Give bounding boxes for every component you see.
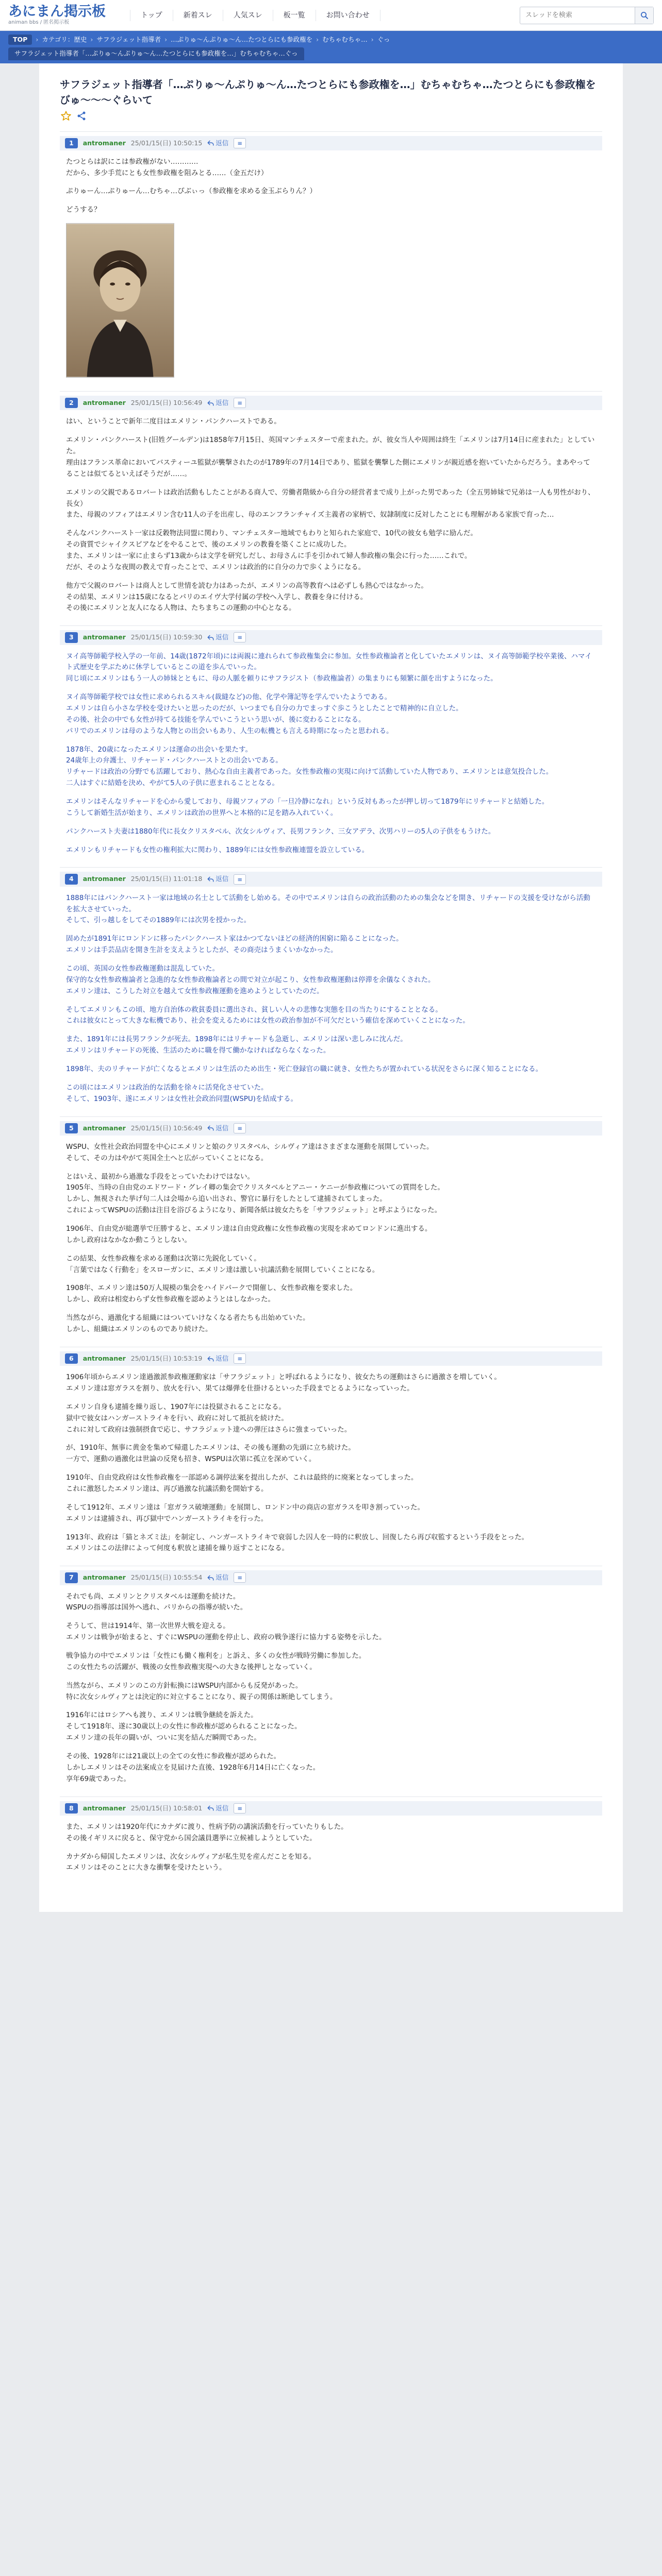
post-line: 当然ながら、エメリンのこの方針転換にはWSPU内部からも反発があった。 [66,1681,303,1690]
post-line: エメリンは戦争が始まると、すぐにWSPUの運動を停止し、政府の戦争遂行に協力する姿勢を示した。 [66,1633,386,1642]
post-line: 1906年、自由党が総選挙で圧勝すると、エメリン達は自由党政権に女性参政権の実現を求めてロンドンに進出する。 [66,1225,432,1233]
post-author: antromaner [82,399,126,407]
post-number[interactable]: 6 [65,1353,78,1364]
post-number[interactable]: 4 [65,874,78,884]
post-line: 一方で、運動の過激化は世論の反発も招き、WSPUは次第に孤立を深めていく。 [66,1455,316,1464]
post-author: antromaner [82,139,126,147]
post-line: そうして、世は1914年、第一次世界大戦を迎える。 [66,1622,230,1631]
post-paragraph [66,1142,596,1164]
post-line: 1913年、政府は「猫とネズミ法」を制定し、ハンガーストライキで衰弱した囚人を一時的に釈放し、回復したら再び収監するという手段をとった。 [66,1533,529,1541]
reply-button[interactable] [207,398,228,408]
post [60,625,602,858]
post-header [60,136,602,150]
post-line: その後にエメリンと友人になる人物は、たちまちこの運動の中心となる。 [66,604,296,613]
logo-title: あにまん掲示板 [8,4,106,20]
favorite-button[interactable] [60,110,72,122]
post-paragraph [66,1621,596,1643]
post-author: antromaner [82,875,126,883]
post-header [60,1801,602,1816]
post-header [60,396,602,410]
post-author: antromaner [82,1354,126,1362]
chevron-right-icon: › [90,36,93,43]
post-line: また、エメリンは1920年代にカナダに渡り、性病予防の講演活動を行っていたりもした。 [66,1822,348,1831]
post-header [60,1570,602,1585]
reply-icon [207,1574,214,1581]
post-line: 1888年にはパンクハースト一家は地域の名士として活動をし始める。その中でエメリンは自らの政治活動のための集会などを開き、リチャードの支援を受けながら活動を拡大させていった。 [66,893,590,913]
post-line: これに激怒したエメリン達は、再び過激な抗議活動を開始する。 [66,1485,268,1494]
reply-button[interactable] [207,1353,228,1364]
post-header [60,1121,602,1136]
post-date: 25/01/15(日) 10:59:30 [130,633,203,641]
post-paragraph [66,435,596,480]
chevron-right-icon: › [316,36,319,43]
post-header [60,630,602,645]
post-line: とはいえ、最初から過激な手段をとっていたわけではない。 [66,1172,255,1181]
post-line: ヌイ高等師範学校入学の一年前、14歳(1872年頃)には両親に連れられて参政権集会に参加。女性参政権論者と化していたエメリンは、ヌイ高等師範学校卒業後、ハマイト式歴史を学ぶために休学しているとこの道を歩んでいった。 [66,652,592,672]
reply-label: 返信 [216,1124,229,1132]
nav-item-popular[interactable]: 人気スレ [223,10,273,21]
post-line: カナダから帰国したエメリンは、次女シルヴィアが私生児を産んだことを知る。 [66,1852,316,1861]
breadcrumb-thread-part3[interactable]: むちゃむちゃ… [322,36,368,43]
nav-item-contact[interactable]: お問い合わせ [316,10,380,21]
post-date: 25/01/15(日) 10:56:49 [130,399,203,407]
post-body [60,1136,602,1337]
post-body [60,150,602,382]
post-paragraph [66,744,596,789]
post-number[interactable]: 5 [65,1123,78,1133]
post-line: そして、引っ越しをしてその1889年には次男を授かった。 [66,916,251,925]
post [60,867,602,1107]
reply-button[interactable] [207,1572,228,1583]
breadcrumb-thread-part1[interactable]: サフラジェット指導者 [96,36,161,43]
post-line: しかし、組織はエメリンのものであり続けた。 [66,1325,212,1334]
post-header [60,1351,602,1366]
reply-button[interactable] [207,1123,228,1133]
post-paragraph [66,1502,596,1525]
post-line: エメリン自身も逮捕を繰り返し、1907年には投獄されることになる。 [66,1402,286,1411]
breadcrumb-bar [0,31,662,63]
post-line: その結果、エメリンは15歳になるとパリのエイヴ大学付属の学校へ入学し、教養を身に付ける。 [66,592,368,601]
breadcrumb-top[interactable]: TOP [8,35,32,45]
post-line: 二人はすぐに結婚を決め、やがて5人の子供に恵まれることとなる。 [66,779,279,788]
post-line: しかしエメリンはその法案成立を見届けた直後、1928年6月14日に亡くなった。 [66,1763,320,1772]
post-body [60,645,602,858]
post-body [60,1585,602,1787]
post-line: こうして新婚生活が始まり、エメリンは政治の世界へと本格的に足を踏み入れていく。 [66,808,338,817]
reply-label: 返信 [216,875,229,883]
breadcrumb [8,35,654,45]
post [60,1566,602,1787]
search-button[interactable] [635,7,653,24]
breadcrumb-category[interactable]: カテゴリ：歴史 [42,36,87,43]
reply-label: 返信 [216,633,229,641]
post-line: 1905年、当時の自由党のエドワード・グレイ卿の集会でクリスタベルとアニー・ケニーが参政権についての質問をした。 [66,1183,444,1192]
post-line: そして、1903年、遂にエメリンは女性社会政治同盟(WSPU)を結成する。 [66,1094,298,1103]
post-paragraph [66,1443,596,1465]
post-paragraph [66,1710,596,1744]
post-line: が、1910年、無事に黄金を集めて帰還したエメリンは、その後も運動の先頭に立ち続けた。 [66,1444,355,1452]
post-paragraph [66,826,596,838]
post-line: エメリンの父親であるロバートは政治活動もしたことがある商人で、労働者階級から自分の経営者まで成り上がった男であった（全五男姉妹で兄弟は一人も男性がおり、長女） [66,488,595,508]
reply-icon [207,634,214,641]
post-line: 他方で父親のロバートは商人として世情を読む力はあったが、エメリンの高等教育へは必ずしも熱心ではなかった。 [66,581,428,590]
reply-button[interactable] [207,632,228,642]
reply-icon [207,140,214,146]
post-line: エメリンはこの法律によって何度も釈放と逮捕を繰り返すことになる。 [66,1544,289,1553]
post-paragraph [66,205,596,216]
post-paragraph [66,528,596,573]
reply-icon [207,1125,214,1131]
reply-label: 返信 [216,399,229,407]
star-icon [60,110,72,122]
post-paragraph [66,1591,596,1614]
post-paragraph [66,1172,596,1216]
post-number[interactable]: 7 [65,1572,78,1583]
post-paragraph [66,1082,596,1105]
post-line: 1906年頃からエメリン達過激派参政権運動家は「サフラジェット」と呼ばれるようになり、彼女たちの運動はさらに過激さを増していく。 [66,1373,501,1382]
post-menu-button[interactable]: ≡ [234,1572,246,1583]
post-line: 理由はフランス革命においてバスティーユ監獄が襲撃されたのが1789年の7月14日であり、監獄を襲撃した側にエメリンが親近感を抱いていたからだろう。まあやってることは似てるといえばそうだが……。 [66,459,590,478]
post-paragraph [66,1651,596,1673]
post-paragraph [66,1681,596,1703]
post-line: リチャードは政治の分野でも活躍しており、熱心な自由主義者であった。女性参政権の実現に向けて活動していた人物であり、エメリンとは意気投合した。 [66,768,553,776]
post-author: antromaner [82,1124,126,1132]
reply-label: 返信 [216,1354,229,1362]
post-line: 特に次女シルヴィアとは決定的に対立することになり、親子の関係は断絶してしまう。 [66,1692,337,1701]
post-line: 「言葉ではなく行動を」をスローガンに、エメリン達は激しい抗議活動を展開していくことになる。 [66,1265,379,1274]
post-line: そして1918年、遂に30歳以上の女性に参政権が認められることになった。 [66,1722,302,1731]
post-paragraph [66,1005,596,1027]
post-line: はい、ということで新年二度目はエメリン・パンクハーストである。 [66,417,281,426]
post-line: それでも尚、エメリンとクリスタベルは運動を続けた。 [66,1592,240,1601]
breadcrumb-thread-part2[interactable]: …ぷりゅ〜んぷりゅ〜ん…たつとらにも参政権を [171,36,313,43]
post-paragraph [66,1313,596,1335]
post-line: エメリンは逮捕され、再び獄中でハンガーストライキを行った。 [66,1514,268,1523]
post-line: また、エメリンは一家に止まらず13歳からは文学を研究しだし、お母さんに手を引かれて婦人参政権の集会に行った……これで。 [66,552,472,561]
post-line: 1916年にはロシアへも渡り、エメリンは戦争継続を訴えた。 [66,1711,258,1720]
post-author: antromaner [82,633,126,641]
post-author: antromaner [82,1804,126,1812]
post-line: この頃、英国の女性参政権運動は混乱していた。 [66,964,219,973]
post-body [60,1816,602,1876]
post-paragraph [66,1034,596,1057]
post-paragraph [66,893,596,927]
search-box [520,7,654,24]
reply-icon [207,876,214,883]
main-nav [130,10,380,21]
post-line: WSPUの指導部は国外へ逃れ、パリからの指導が続いた。 [66,1603,247,1612]
post-paragraph [66,963,596,997]
post-line: エメリン達の長年の闘いが、ついに実を結んだ瞬間であった。 [66,1734,261,1742]
post-line: エメリンはそのことに大きな衝撃を受けたという。 [66,1863,226,1872]
reply-label: 返信 [216,1573,229,1582]
post-list [60,131,602,1876]
post-paragraph [66,1532,596,1555]
post-line: また、1891年には長男フランクが死去。1898年にはリチャードも急逝し、エメリンは深い悲しみに沈んだ。 [66,1035,407,1044]
post-line: エメリン達は、こうした対立を越えて女性参政権運動を進めようとしていたのだ。 [66,987,324,995]
post-line: パリでのエメリンは母のような人物との出会いもあり、人生の転機とも言える時期になったと思われる。 [66,726,393,735]
post-paragraph [66,1822,596,1844]
post-line: その資質でシャイクスピアなどをやることで、後のエメリンの教養を築くことに成功した。 [66,540,351,549]
post-line: 当然ながら、過激化する組織にはついていけなくなる者たちも出始めていた。 [66,1314,310,1323]
post-paragraph [66,487,596,521]
nav-item-top[interactable]: トップ [130,10,173,21]
post-paragraph [66,416,596,428]
breadcrumb-thread-part4[interactable]: ぐっ [377,36,390,43]
post-line: しかし、無視された挙げ句二人は会場から追い出され、警官に暴行をしたとして逮捕されてしまった。 [66,1195,387,1204]
post-line: だから、多少手荒にとも女性参政権を阻みとる……（金五だけ） [66,168,268,177]
reply-button[interactable] [207,1803,228,1814]
post-line: そして1912年、エメリン達は「窓ガラス破壊運動」を展開し、ロンドン中の商店の窓ガラスを叩き割っていった。 [66,1503,425,1512]
post-line: そしてエメリンもこの頃、地方自治体の救貧委員に選出され、貧しい人々の悲惨な実態を目の当たりにすることとなる。 [66,1005,442,1014]
post-paragraph [66,1283,596,1306]
post-line: WSPU、女性社会政治同盟を中心にエメリンと娘のクリスタベル、シルヴィア達はさまざまな運動を展開していった。 [66,1142,434,1151]
post-date: 25/01/15(日) 10:58:01 [130,1804,203,1812]
post-paragraph [66,934,596,956]
thread-tab-row [8,47,654,60]
post-date: 25/01/15(日) 10:56:49 [130,1124,203,1132]
post-paragraph [66,186,596,197]
post-line: 同じ頃にエメリンはもう一人の姉妹とともに、母の人脈を頼りにサフラジスト（参政権論者）の集まりにも頻繁に顔を出すようになった。 [66,674,498,683]
post-line: これに対して政府は強制摂食で応じ、サフラジェット達への弾圧はさらに強まっていった。 [66,1425,352,1434]
post-line: エメリンもリチャードも女性の権利拡大に関わり、1889年には女性参政権連盟を設立している。 [66,845,369,854]
post-number[interactable]: 8 [65,1803,78,1814]
reply-icon [207,1355,214,1362]
post-line: この結果、女性参政権を求める運動は次第に先鋭化していく。 [66,1254,261,1263]
post-paragraph [66,651,596,685]
post-menu-button[interactable]: ≡ [234,1353,246,1364]
post-line: これによってWSPUの活動は注目を浴びるようになり、新聞各紙は彼女たちを「サフラジェット」と呼ぶようになった。 [66,1206,442,1215]
post-body [60,410,602,616]
post-line: 1908年、エメリン達は50万人規模の集会をハイドパークで開催し、女性参政権を要求した。 [66,1284,357,1293]
post-paragraph [66,1852,596,1874]
thread-main [39,63,623,1912]
post-paragraph [66,1751,596,1785]
reply-icon [207,1805,214,1811]
post-date: 25/01/15(日) 10:55:54 [130,1573,203,1582]
post-paragraph [66,1372,596,1395]
nav-item-boards[interactable]: 板一覧 [273,10,316,21]
post-paragraph [66,581,596,615]
post [60,131,602,382]
reply-button[interactable] [207,874,228,884]
post-paragraph [66,1402,596,1436]
post-menu-button[interactable]: ≡ [234,874,246,885]
post-date: 25/01/15(日) 11:01:18 [130,875,203,883]
post-date: 25/01/15(日) 10:50:15 [130,139,203,147]
chevron-right-icon: › [36,36,39,43]
post-line: エメリン達は窓ガラスを割り、放火を行い、果ては爆弾を仕掛けるといった手段までとるようになっていった。 [66,1384,414,1393]
search-input[interactable] [520,11,635,19]
post-paragraph [66,692,596,737]
post-line: 獄中で彼女はハンガーストライキを行い、政府に対して抵抗を続けた。 [66,1414,288,1422]
post-line: しかし政府はなかなか動こうとしない。 [66,1235,191,1244]
post [60,391,602,616]
post-line: エメリンは手芸品店を開き生計を支えようとしたが、その商売はうまくいかなかった。 [66,946,338,955]
post-line: 固めたが1891年にロンドンに移ったパンクハースト家はかつてないほどの経済的困窮に陥ることになった。 [66,935,403,943]
post-paragraph [66,1253,596,1276]
post-number[interactable]: 3 [65,632,78,642]
post-line: 享年69歳であった。 [66,1774,131,1783]
post-line: エメリンは自ら小さな学校を受けたいと思ったのだが、いつまでも自分の力でまっすぐ歩こうとしたことで精神的に自立した。 [66,704,463,713]
post-line: 1910年、自由党政府は女性参政権を一部認める調停法案を提出したが、これは最終的に廃案となってしまった。 [66,1473,418,1482]
post-line: そして、その力はやがて英国全土へと広がっていくことになる。 [66,1154,268,1162]
post-line: どうする？ [66,206,101,214]
thread-tab[interactable]: サフラジェット指導者「…ぷりゅ〜んぷりゅ〜ん…たつとらにも参政権を…」むちゃむちゃ…ぐっ [8,47,304,60]
title-actions [60,110,602,122]
post-menu-button[interactable]: ≡ [234,138,246,148]
post-paragraph [66,1472,596,1495]
post-line: その後、1928年には21歳以上の全ての女性に参政権が認められた。 [66,1752,281,1761]
reply-icon [207,400,214,406]
share-button[interactable] [75,110,88,122]
share-icon [76,111,87,121]
post-menu-button[interactable]: ≡ [234,632,246,642]
search-icon [640,11,649,20]
post-line: 24歳年上の弁護士、リチャード・パンクハーストとの出会いである。 [66,756,283,765]
post-menu-button[interactable]: ≡ [234,398,246,408]
post-header [60,872,602,886]
post-paragraph [66,1064,596,1075]
post-line: エメリンはそんなリチャードを心から愛しており、母親ソフィアの「一旦冷静になれ」という反対もあったが押し切って1879年にリチャードと結婚した。 [66,798,549,806]
post-paragraph [66,796,596,819]
post-line: この女性たちの活躍が、戦後の女性参政権実現への大きな後押しとなっていく。 [66,1663,317,1671]
post-line: これは彼女にとって大きな転機であり、社会を変えるためには女性の政治参加が不可欠だという確信を深めていくことになった。 [66,1016,470,1025]
post-line: この頃にはエメリンは政治的な活動を徐々に活発化させていた。 [66,1083,268,1092]
post-line: ぷりゅーん…ぷりゅーん…むちゃ…ぴぶぃっ（参政権を求める金玉ぶらりん？） [66,187,317,196]
post-paragraph [66,157,596,179]
post-line: 1898年、夫のリチャードが亡くなるとエメリンは生活のため出生・死亡登録官の職に就き、女性たちが置かれている状況をさらに深く知ることになる。 [66,1065,543,1074]
post-date: 25/01/15(日) 10:53:19 [130,1354,203,1362]
post-line: しかし、政府は相変わらず女性参政権を認めようとはしなかった。 [66,1295,275,1304]
site-logo[interactable] [8,3,111,28]
reply-label: 返信 [216,139,229,147]
chevron-right-icon: › [371,36,374,43]
thread-title: サフラジェット指導者「…ぷりゅ〜んぷりゅ〜ん…たつとらにも参政権を…」むちゃむちゃ…たつとらにも参政権をびゅ〜〜〜ぐらいて [60,78,596,106]
post-body [60,887,602,1107]
reply-label: 返信 [216,1804,229,1812]
post-author: antromaner [82,1573,126,1582]
post-menu-button[interactable]: ≡ [234,1123,246,1133]
post-line: だが、そのような夜間の教えで育ったことで、エメリンは政治的に自分の力で歩くようになる。 [66,563,366,571]
post [60,1797,602,1876]
post-line: パンクハースト夫妻は1880年代に長女クリスタベル、次女シルヴィア、長男フランク、三女アデラ、次男ハリーの5人の子供をもうけた。 [66,827,495,836]
post-line: また、母親のソフィアはエメリン含む11人の子を出産し、母のエンフランチャイズ主義者の家柄で、奴隷制度に反対したことにも理解がある家族で育った… [66,511,554,519]
post-line: そんなパンクハースト一家は反穀物法同盟に関わり、マンチェスター地域でもわりと知られた家庭で、10代の彼女も勉学に励んだ。 [66,529,477,538]
nav-item-new-threads[interactable]: 新着スレ [173,10,223,21]
post-number[interactable]: 2 [65,398,78,408]
chevron-right-icon: › [164,36,168,43]
post-paragraph [66,1224,596,1246]
post-line: たつとらは訳にこは参政権がない………… [66,157,198,166]
post-line: エメリンはリチャードの死後、生活のために職を得て働かなければならなくなった。 [66,1046,330,1055]
post-line: その後イギリスに戻ると、保守党から国会議員選挙に立候補しようとしていた。 [66,1834,317,1842]
top-header [0,0,662,31]
post [60,1347,602,1556]
post-paragraph [66,845,596,856]
post-menu-button[interactable]: ≡ [234,1803,246,1814]
post-line: 戦争協力の中でエメリンは「女性にも働く権利を」と訴え、多くの女性が戦時労働に参加した。 [66,1652,366,1660]
post-line: 保守的な女性参政権論者と急進的な女性参政権論者との間で対立が起こり、女性参政権運動は停滞を余儀なくされた。 [66,975,435,984]
post-body [60,1366,602,1556]
post [60,1116,602,1337]
post-line: 1878年、20歳になったエメリンは運命の出会いを果たす。 [66,745,252,754]
logo-subtitle: animan bbs / 匿名掲示板 [8,19,70,25]
post-line: その後、社会の中でも女性が持てる技能を学んでいこうという思いが、後に変わることになる。 [66,715,366,724]
portrait-image[interactable] [66,223,174,378]
post-line: ヌイ高等師範学校では女性に求められるスキル(裁縫など)の他、化学や簿記等を学んでいたようである。 [66,693,392,702]
reply-button[interactable] [207,138,228,148]
post-number[interactable]: 1 [65,138,78,148]
post-line: エメリン・パンクハースト(旧姓グールデン)は1858年7月15日、英国マンチェスターで産まれた。が、彼女当人や周囲は終生「エメリンは7月14日に産まれた」としていた。 [66,436,595,456]
